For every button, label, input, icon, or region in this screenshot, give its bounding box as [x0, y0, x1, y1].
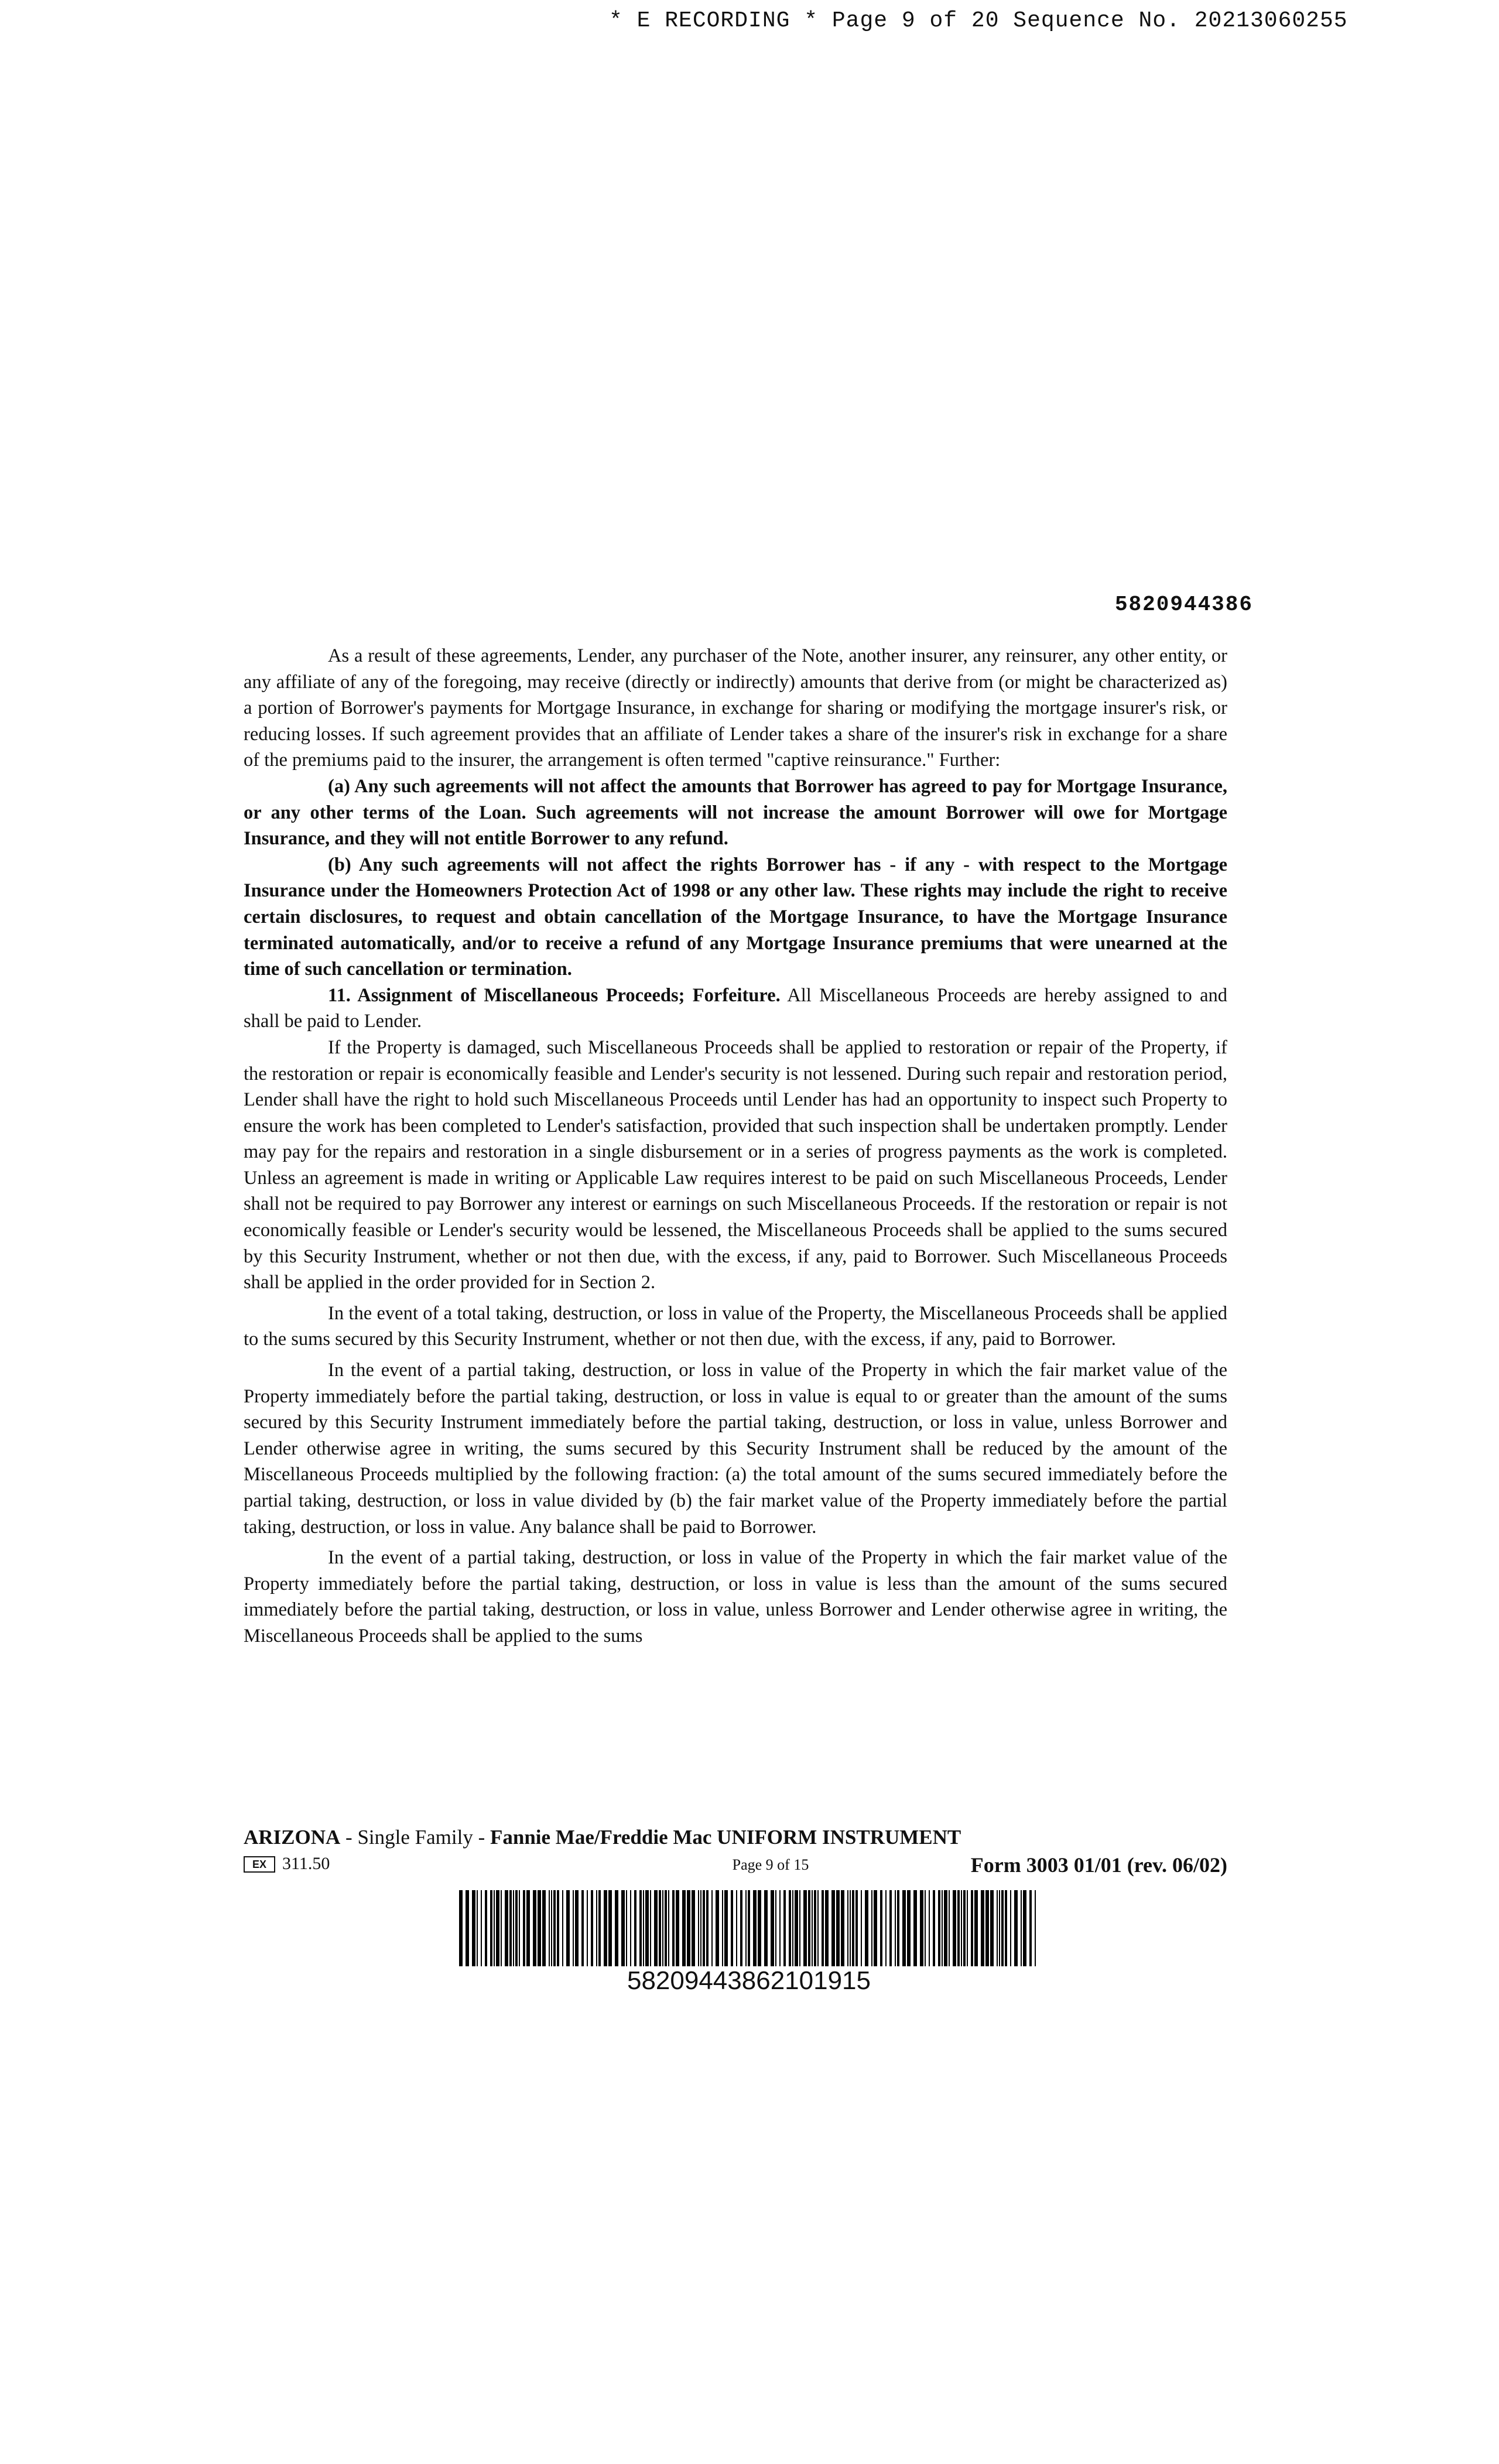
footer-state: ARIZONA: [244, 1826, 341, 1849]
footer-separator: - Single Family -: [340, 1826, 490, 1849]
section-11-text: All Miscellaneous Proceeds are hereby assigned to and shall be paid to Lender.: [244, 984, 1227, 1032]
form-number: Form 3003 01/01 (rev. 06/02): [970, 1853, 1227, 1877]
paragraph-clause-b: (b) Any such agreements will not affect the rights Borrower has - if any - with respect to the Mortgage Insurance under the Homeowners Protection Act of 1998 or any other law. These rights may include the right to receive certain disclosures, to request and obtain cancellation of the Mortgage Insurance, to have the Mortgage Insurance terminated automatically, and/or to receive a refund of any Mortgage Insurance premiums that were unearned at the time of such cancellation or termination.: [244, 854, 1227, 980]
paragraph-clause-a: (a) Any such agreements will not affect the amounts that Borrower has agreed to pay for Mortgage Insurance, or any other terms of the Loan. Such agreements will not increase the amount Borrower will owe for Mortgage Insurance, and they will not entitle Borrower to any refund.: [244, 775, 1227, 850]
recording-stamp: * E RECORDING * Page 9 of 20 Sequence No. 20213060255: [609, 8, 1348, 33]
paragraph-partial-taking-greater: In the event of a partial taking, destruction, or loss in value of the Property in which the fair market value of the Property immediately before the partial taking, destruction, or loss in value is equal to or greater than the amount of the sums secured by this Security Instrument immediately before the partial taking, destruction, or loss in value, unless Borrower and Lender otherwise agree in writing, the sums secured by this Security Instrument shall be reduced by the amount of the Miscellaneous Proceeds multiplied by the following fraction: (a) the total amount of the sums secured immediately before the partial taking, destruction, or loss in value divided by (b) the fair market value of the Property immediately before the partial taking, destruction, or loss in value. Any balance shall be paid to Borrower.: [244, 1360, 1227, 1538]
section-11-heading: 11. Assignment of Miscellaneous Proceeds; Forfeiture.: [328, 984, 781, 1006]
footer-instrument-title: [244, 1826, 1227, 1853]
page-number: Page 9 of 15: [732, 1856, 809, 1873]
barcode: [459, 1890, 1039, 1966]
form-code: 311.50: [282, 1854, 330, 1873]
barcode-number: 58209443862101915: [627, 1966, 871, 1995]
loan-number: 5820944386: [1114, 593, 1253, 617]
paragraph-property-damaged: If the Property is damaged, such Miscellaneous Proceeds shall be applied to restoration or repair of the Property, if the restoration or repair is economically feasible and Lender's security is not lessened. During such repair and restoration period, Lender shall have the right to hold such Miscellaneous Proceeds until Lender has had an opportunity to inspect such Property to ensure the work has been completed to Lender's satisfaction, provided that such inspection shall be undertaken promptly. Lender may pay for the repairs and restoration in a single disbursement or in a series of progress payments as the work is completed. Unless an agreement is made in writing or Applicable Law requires interest to be paid on such Miscellaneous Proceeds, Lender shall not be required to pay Borrower any interest or earnings on such Miscellaneous Proceeds. If the restoration or repair is not economically feasible or Lender's security would be lessened, the Miscellaneous Proceeds shall be applied to the sums secured by this Security Instrument, whether or not then due, with the excess, if any, paid to Borrower. Such Miscellaneous Proceeds shall be applied in the order provided for in Section 2.: [244, 1036, 1227, 1293]
section-11: [244, 983, 1227, 1035]
footer-publisher: Fannie Mae/Freddie Mac UNIFORM INSTRUMENT: [490, 1826, 961, 1849]
form-provider-logo: EX: [244, 1856, 275, 1873]
paragraph-partial-taking-less: In the event of a partial taking, destruction, or loss in value of the Property in which the fair market value of the Property immediately before the partial taking, destruction, or loss in value is less than the amount of the sums secured immediately before the partial taking, destruction, or loss in value, unless Borrower and Lender otherwise agree in writing, the Miscellaneous Proceeds shall be applied to the sums: [244, 1547, 1227, 1647]
document-body: [244, 643, 1227, 1808]
footer-form-line: [244, 1853, 1227, 1880]
paragraph-captive-reinsurance: As a result of these agreements, Lender, any purchaser of the Note, another insurer, any reinsurer, any other entity, or any affiliate of any of the foregoing, may receive (directly or indirectly) amounts that derive from (or might be characterized as) a portion of Borrower's payments for Mortgage Insurance, in exchange for sharing or modifying the mortgage insurer's risk, or reducing losses. If such agreement provides that an affiliate of Lender takes a share of the insurer's risk in exchange for a share of the premiums paid to the insurer, the arrangement is often termed "captive reinsurance." Further:: [244, 645, 1227, 771]
paragraph-total-taking: In the event of a total taking, destruction, or loss in value of the Property, the Miscellaneous Proceeds shall be applied to the sums secured by this Security Instrument, whether or not then due, with the excess, if any, paid to Borrower.: [244, 1302, 1227, 1350]
